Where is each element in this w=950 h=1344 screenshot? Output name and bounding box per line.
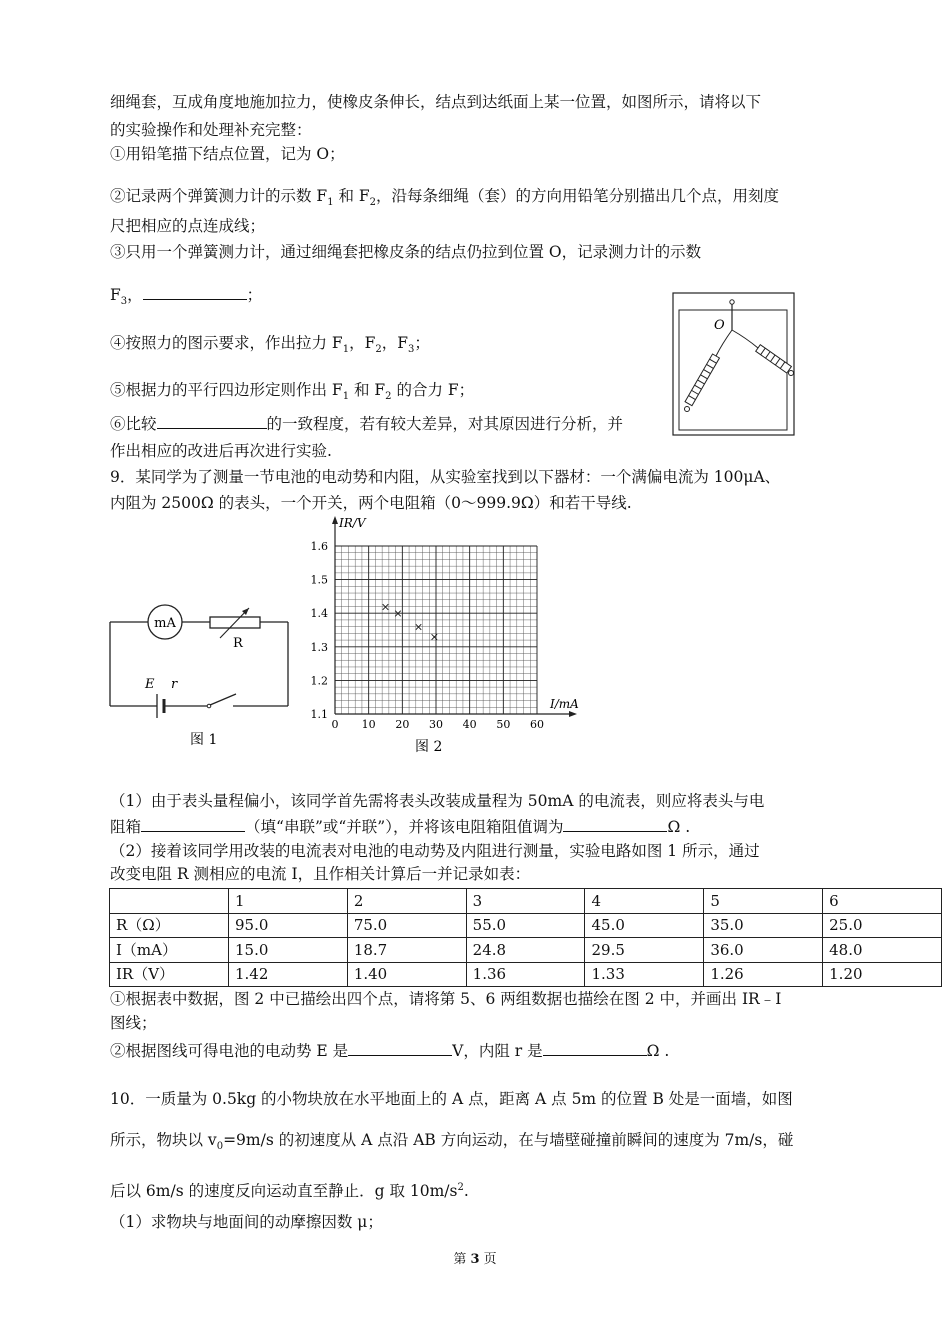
- table-cell: 48.0: [823, 938, 942, 963]
- text-line: 后以 6m/s 的速度反向运动直至静止．g 取 $10m/s^2$.: [110, 1182, 469, 1201]
- y-tick-label: 1.5: [310, 573, 328, 587]
- part-1-line-2: 阻箱 （填“串联”或“并联”），并将该电阻箱阻值调为 Ω .: [110, 818, 691, 836]
- axis-ticks: [311, 540, 545, 731]
- force-experiment-figure: [672, 292, 796, 437]
- text-line: 改变电阻 R 测相应的电流 I，且作相关计算后一并记录如表：: [110, 865, 531, 883]
- table-cell: 95.0: [229, 913, 348, 938]
- table-cell: [110, 889, 229, 914]
- text-line: 所示，物块以 $v_0=9m/s$ 的初速度从 A 点沿 AB 方向运动，在与墙壁碰撞前瞬间的速度为 7m/s，碰: [110, 1131, 794, 1153]
- data-point: ×: [393, 607, 403, 621]
- figure-2-caption: 图 2: [415, 739, 443, 755]
- text-line: 尺把相应的点连成线；: [110, 217, 266, 235]
- circuit-diagram: [105, 600, 300, 755]
- x-tick-label: 20: [395, 718, 410, 731]
- data-table: [109, 888, 942, 987]
- step-3-answer-line: $F_3$， ；: [110, 286, 263, 308]
- x-tick-label: 40: [462, 718, 477, 731]
- data-point: ×: [413, 620, 424, 634]
- page-footer: 第 3 页: [453, 1252, 497, 1267]
- step-3: ③只用一个弹簧测力计，通过细绳套把橡皮条的结点仍拉到位置 O，记录测力计的示数: [110, 243, 702, 261]
- table-cell: 35.0: [704, 913, 823, 938]
- table-row: [110, 962, 942, 987]
- x-tick-label: 0: [331, 718, 339, 731]
- table-cell: 29.5: [585, 938, 704, 963]
- table-cell: 1.40: [347, 962, 466, 987]
- table-cell: 1.42: [229, 962, 348, 987]
- table-cell: 3: [466, 889, 585, 914]
- table-cell: 1.33: [585, 962, 704, 987]
- table-cell: 15.0: [229, 938, 348, 963]
- table-cell: 18.7: [347, 938, 466, 963]
- x-tick-label: 10: [361, 718, 376, 731]
- table-cell: 1.20: [823, 962, 942, 987]
- table-cell: 24.8: [466, 938, 585, 963]
- data-points: [381, 600, 439, 643]
- x-tick-label: 30: [429, 718, 443, 731]
- switch: [210, 694, 236, 705]
- answer-blank[interactable]: [563, 817, 667, 832]
- table-cell: 75.0: [347, 913, 466, 938]
- text-line: 作出相应的改进后再次进行实验.: [110, 442, 332, 460]
- table-cell: 45.0: [585, 913, 704, 938]
- table-cell: I（mA）: [110, 938, 229, 963]
- y-axis-label: IR/V: [339, 516, 366, 530]
- point-o-label: O: [714, 318, 725, 333]
- text-line: 的实验操作和处理补充完整：: [110, 121, 312, 139]
- table-cell: 25.0: [823, 913, 942, 938]
- part-1: （1）由于表头量程偏小，该同学首先需将表头改装成量程为 50mA 的电流表，则应将表头与电: [110, 792, 765, 810]
- text-line: 图线；: [110, 1014, 157, 1032]
- question-9: 9．某同学为了测量一节电池的电动势和内阻，从实验室找到以下器材：一个满偏电流为 100μA、: [110, 468, 781, 486]
- spring-scale-right: [756, 345, 792, 373]
- sub-question-1: ①根据表中数据，图 2 中已描绘出四个点，请将第 5、6 两组数据也描绘在图 2 中，并画出 IR﹣I: [110, 990, 782, 1008]
- spring-scale-left: [685, 354, 719, 406]
- table-cell: 5: [704, 889, 823, 914]
- resistor-label: R: [233, 636, 243, 651]
- r-label: r: [171, 677, 178, 692]
- emf-label: E: [145, 677, 155, 692]
- y-tick-label: 1.3: [310, 640, 328, 654]
- table-cell: 55.0: [466, 913, 585, 938]
- text-line: 细绳套，互成角度地施加拉力，使橡皮条伸长，结点到达纸面上某一位置，如图所示，请将以下: [110, 93, 762, 111]
- y-tick-label: 1.4: [310, 607, 328, 621]
- table-cell: 1: [229, 889, 348, 914]
- ir-i-graph: [300, 515, 590, 760]
- data-point: ×: [429, 630, 439, 644]
- table-row: [110, 913, 942, 938]
- figure-1-caption: 图 1: [190, 732, 218, 748]
- table-cell: 6: [823, 889, 942, 914]
- text-line: 内阻为 2500Ω 的表头，一个开关，两个电阻箱（0～999.9Ω）和若干导线.: [110, 494, 632, 512]
- table-cell: 4: [585, 889, 704, 914]
- step-1: ①用铅笔描下结点位置，记为 O；: [110, 145, 345, 163]
- table-cell: R（Ω）: [110, 913, 229, 938]
- answer-blank[interactable]: [543, 1041, 647, 1056]
- y-tick-label: 1.6: [310, 540, 328, 553]
- answer-blank[interactable]: [157, 414, 267, 429]
- answer-blank[interactable]: [348, 1041, 452, 1056]
- data-point: ×: [380, 600, 391, 614]
- answer-blank[interactable]: [143, 285, 247, 300]
- y-tick-label: 1.2: [310, 674, 328, 688]
- table-cell: IR（V）: [110, 962, 229, 987]
- step-2: ②记录两个弹簧测力计的示数 $F_1$ 和 $F_2$，沿每条细绳（套）的方向用铅笔分别描出几个点，用刻度: [110, 187, 780, 209]
- step-5: ⑤根据力的平行四边形定则作出 $F_1$ 和 $F_2$ 的合力 F；: [110, 381, 475, 403]
- table-cell: 1.36: [466, 962, 585, 987]
- x-tick-label: 60: [530, 718, 544, 731]
- table-cell: 2: [347, 889, 466, 914]
- step-4: ④按照力的图示要求，作出拉力 $F_1$，$F_2$，$F_3$；: [110, 334, 430, 356]
- y-tick-label: 1.1: [310, 708, 328, 721]
- step-6: ⑥比较 的一致程度，若有较大差异，对其原因进行分析，并: [110, 415, 624, 433]
- meter-label: mA: [154, 616, 176, 631]
- question-10-part-1: （1）求物块与地面间的动摩擦因数 μ；: [110, 1213, 383, 1231]
- table-row: [110, 938, 942, 963]
- x-tick-label: 50: [496, 718, 511, 731]
- answer-blank[interactable]: [141, 817, 245, 832]
- part-2: （2）接着该同学用改装的电流表对电池的电动势及内阻进行测量，实验电路如图 1 所示，通过: [110, 842, 760, 860]
- sub-question-2: ②根据图线可得电池的电动势 E 是 V，内阻 r 是 Ω .: [110, 1042, 670, 1060]
- question-10: 10．一质量为 0.5kg 的小物块放在水平地面上的 A 点，距离 A 点 5m 的位置 B 处是一面墙，如图: [110, 1090, 793, 1108]
- x-axis-label: I/mA: [550, 697, 579, 711]
- table-cell: 1.26: [704, 962, 823, 987]
- table-cell: 36.0: [704, 938, 823, 963]
- table-header-row: [110, 889, 942, 914]
